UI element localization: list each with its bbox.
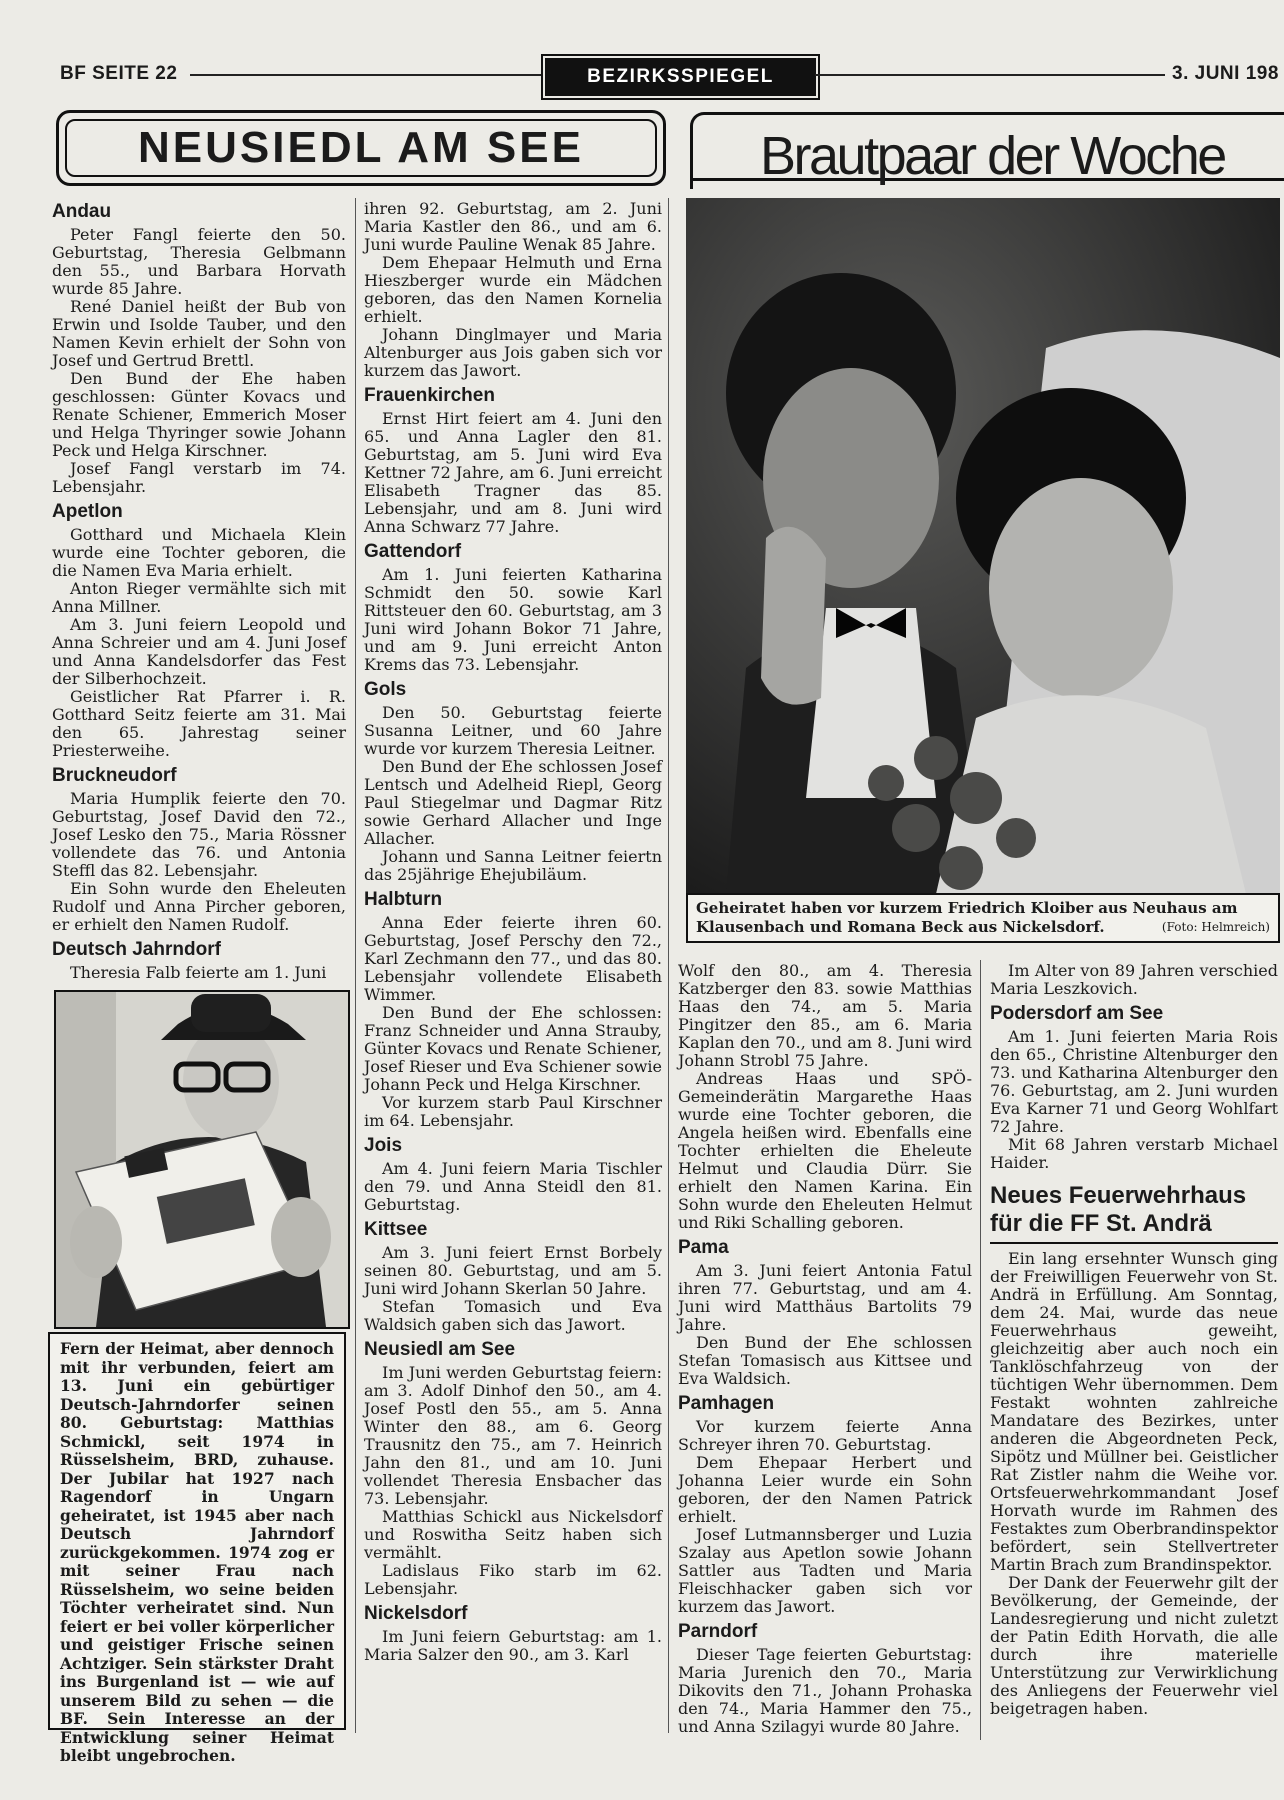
place-heading: Gols [364,679,407,700]
column-divider [668,198,669,1733]
column-2 [364,200,662,1664]
photo-caption-small: Fern der Heimat, aber dennoch mit ihr verbunden, feiert am 13. Juni ein gebürtiger Deutsch-Jahrndorfer seinen 80. Geburtstag: Matthias Schmickl, seit 1974 in Rüsselsheim, BRD, zuhause. Der Jubilar hat 1927 nach Ragendorf in Ungarn geheiratet, ist 1945 aber nach Deutsch Jahrndorf zurückgekommen. 1974 zog er mit seiner Frau nach Rüsselsheim, wo seine beiden Töchter verheiratet sind. Nun feiert er bei voller körperlicher und geistiger Frische seinen Achtziger. Sein stärkster Draht ins Burgenland ist — wie auf unserem Bild zu sehen — die BF. Sein Interesse an der Entwicklung seiner Heimat bleibt ungebrochen. [48,1332,346,1730]
photo-caption-main [686,893,1280,943]
article-paragraph: Geistlicher Rat Pfarrer i. R. Gotthard Seitz feierte am 31. Mai den 65. Jahrestag seiner Priesterweihe. [52,687,346,760]
article-paragraph: Johann Dinglmayer und Maria Altenburger aus Jois gaben sich vor kurzem das Jawort. [364,325,662,380]
bride-couple-title: Brautpaar der Woche [760,126,1225,186]
place-heading: Frauenkirchen [364,385,495,406]
article-paragraph: Ein lang ersehnter Wunsch ging der Freiwilligen Feuerwehr von St. Andrä in Erfüllung. Am Sonntag, dem 24. Mai, wurde das neue Feuerwehrhaus geweiht, gleichzeitig aber auch noch ein Tanklöschfahrzeug von der tüchtigen Wehr übernommen. Dem Festakt wohnten zahlreiche Mandatare des Bezirkes, unter anderen die Abgeordneten Peck, Sipötz und Müllner bei. Geistlicher Rat Zistler nahm die Weihe vor. Ortsfeuerwehrkommandant Josef Horvath wurde im Rahmen des Festaktes zum Oberbrandinspektor befördert, sein Stellvertreter Martin Brach zum Brandinspektor. [990,1249,1278,1574]
article-paragraph: Am 1. Juni feierten Maria Rois den 65., Christine Altenburger den 73. und Katharina Altenburger den 76. Geburtstag, am 2. Juni wurden Eva Karner 71 und Georg Wohlfart 72 Jahre. [990,1027,1278,1136]
article-paragraph: Theresia Falb feierte am 1. Juni [70,963,327,982]
photo-caption-main-text: Geheiratet haben vor kurzem Friedrich Kloiber aus Neuhaus am Klausenbach und Romana Beck aus Nickelsdorf. [696,899,1238,936]
column-3 [678,962,972,1736]
article-paragraph: Dem Ehepaar Herbert und Johanna Leier wurde ein Sohn geboren, der den Namen Patrick erhielt. [678,1453,972,1526]
article-paragraph: Matthias Schickl aus Nickelsdorf und Roswitha Seitz haben sich vermählt. [364,1507,662,1562]
place-heading: Kittsee [364,1219,428,1240]
place-heading: Apetlon [52,501,123,522]
article-paragraph: Josef Lutmannsberger und Luzia Szalay aus Apetlon sowie Johann Sattler aus Tadten und Maria Fleischhacker gaben sich vor kurzem das Jawort. [678,1525,972,1616]
place-heading: Deutsch Jahrndorf [52,939,221,960]
article-paragraph: ihren 92. Geburtstag, am 2. Juni Maria Kastler den 86., und am 6. Juni wurde Pauline Wenak 85 Jahre. [364,199,662,254]
article-paragraph: Ladislaus Fiko starb im 62. Lebensjahr. [364,1561,662,1598]
article-paragraph: Vor kurzem starb Paul Kirschner im 64. Lebensjahr. [364,1093,662,1130]
header-rule-left [190,74,542,76]
place-heading: Parndorf [678,1621,758,1642]
place-heading: Jois [364,1135,403,1156]
article-paragraph: Den Bund der Ehe schlossen: Franz Schneider und Anna Strauby, Günter Kovacs und Renate Schiener, Josef Rieser und Eva Schiener sowie Johann Peck und Helga Kirschner. [364,1003,662,1094]
article-paragraph: Am 3. Juni feiern Leopold und Anna Schreier und am 4. Juni Josef und Anna Kandelsdorfer das Fest der Silberhochzeit. [52,615,346,688]
article-paragraph: Am 3. Juni feiert Ernst Borbely seinen 80. Geburtstag, und am 5. Juni wird Johann Skerlan 50 Jahre. [364,1243,662,1298]
place-heading: Gattendorf [364,541,462,562]
article-paragraph: Im Juni werden Geburtstag feiern: am 3. Adolf Dinhof den 50., am 4. Josef Postl den 55., am 5. Anna Winter den 88., am 6. Georg Trausnitz den 75., am 7. Heinrich Jahn den 81., und am 10. Juni vollendet Theresia Ensbacher das 73. Lebensjahr. [364,1363,662,1508]
place-heading: Podersdorf am See [990,1003,1164,1024]
article-paragraph: Den 50. Geburtstag feierte Susanna Leitner, und 60 Jahre wurde vor kurzem Theresia Leitner. [364,703,662,758]
place-heading: Andau [52,201,112,222]
place-heading: Neusiedl am See [364,1339,516,1360]
issue-date: 3. JUNI 198 [1172,63,1279,84]
article-paragraph: Andreas Haas und SPÖ-Gemeinderätin Margarethe Haas wurde eine Tochter geboren, die Angela heißen wird. Ebenfalls eine Tochter erhielten die Eheleute Helmut und Claudia Dürr. Sie erhielt den Namen Karina. Ein Sohn wurde den Eheleuten Helmut und Riki Schalling geboren. [678,1069,972,1232]
article-paragraph: Peter Fangl feierte den 50. Geburtstag, Theresia Gelbmann den 55., und Barbara Horvath wurde 85 Jahre. [52,225,346,298]
article-paragraph: Am 4. Juni feiern Maria Tischler den 79. und Anna Steidl den 81. Geburtstag. [364,1159,662,1214]
place-heading: Pamhagen [678,1393,775,1414]
column-1 [52,196,346,982]
article-paragraph: René Daniel heißt der Bub von Erwin und Isolde Tauber, und den Namen Kevin erhielt der Sohn von Josef und Gertrud Brettl. [52,297,346,370]
article-paragraph: Am 3. Juni feiert Antonia Fatul ihren 77. Geburtstag, und am 4. Juni wird Matthäus Bartolits 79 Jahre. [678,1261,972,1334]
article-paragraph: Den Bund der Ehe schlossen Josef Lentsch und Adelheid Riepl, Georg Paul Stiegelmar und Dagmar Ritz sowie Gerhard Allacher und Inge Allacher. [364,757,662,848]
article-paragraph: Dieser Tage feierten Geburtstag: Maria Jurenich den 70., Maria Dikovits den 71., Johann Prohaska den 74., Maria Hammer den 75., und Anna Szilagyi wurde 80 Jahre. [678,1645,972,1736]
article-paragraph: Dem Ehepaar Helmuth und Erna Hieszberger wurde ein Mädchen geboren, das den Namen Kornelia erhielt. [364,253,662,326]
article-paragraph: Mit 68 Jahren verstarb Michael Haider. [990,1135,1278,1172]
section-title [56,110,666,186]
article-paragraph: Im Juni feiern Geburtstag: am 1. Maria Salzer den 90., am 3. Karl [364,1627,662,1664]
article-paragraph: Ein Sohn wurde den Eheleuten Rudolf und Anna Pircher geboren, er erhielt den Namen Rudolf. [52,879,346,934]
article-paragraph: Den Bund der Ehe schlossen Stefan Tomasisch aus Kittsee und Eva Waldsich. [678,1333,972,1388]
place-heading: Pama [678,1237,729,1258]
article-paragraph: Anton Rieger vermählte sich mit Anna Millner. [52,579,346,616]
article-paragraph: Wolf den 80., am 4. Theresia Katzberger den 83. sowie Matthias Haas den 74., am 5. Maria Pingitzer den 85., am 6. Maria Kaplan den 70., und am 8. Juni wird Johann Strobl 75 Jahre. [678,961,972,1070]
article-paragraph: Der Dank der Feuerwehr gilt der Bevölkerung, der Gemeinde, der Landesregierung und nicht zuletzt der Patin Edith Horvath, die alle durch ihre materielle Unterstützung zur Verwirklichung des Anliegens der Feuerwehr viel beigetragen haben. [990,1573,1278,1718]
column-divider [980,960,981,1740]
article-paragraph: Im Alter von 89 Jahren verschied Maria Leszkovich. [990,961,1278,998]
article-paragraph: Maria Humplik feierte den 70. Geburtstag, Josef David den 72., Josef Lesko den 75., Maria Rössner vollendete das 76. und Antonia Steffl das 82. Lebensjahr. [52,789,346,880]
article-paragraph: Am 1. Juni feierten Katharina Schmidt den 50. sowie Karl Rittsteuer den 60. Geburtstag, am 3 Juni wird Johann Bokor 71 Jahre, und am 9. Juni erreicht Anton Krems das 73. Lebensjahr. [364,565,662,674]
article-paragraph: Den Bund der Ehe haben geschlossen: Günter Kovacs und Renate Schiener, Emmerich Moser und Helga Thyringer sowie Johann Peck und Helga Kirschner. [52,369,346,460]
article-paragraph: Josef Fangl verstarb im 74. Lebensjahr. [52,459,346,496]
photo-credit: (Foto: Helmreich) [1161,920,1270,934]
column-4 [990,962,1278,1718]
article-paragraph: Johann und Sanna Leitner feiertn das 25jährige Ehejubiläum. [364,847,662,884]
section-badge: BEZIRKSSPIEGEL [545,58,816,96]
article-paragraph: Stefan Tomasich und Eva Waldsich gaben sich das Jawort. [364,1297,662,1334]
man-reading-newspaper-photo [54,990,350,1329]
man-reading-newspaper-icon [56,992,348,1327]
header-rule-right [815,74,1165,76]
place-heading: Bruckneudorf [52,765,177,786]
column-divider [355,198,356,1733]
page-number: BF SEITE 22 [60,63,178,84]
article-headline: Neues Feuerwehrhaus für die FF St. Andrä [990,1182,1278,1244]
article-paragraph: Ernst Hirt feiert am 4. Juni den 65. und Anna Lagler den 81. Geburtstag, am 5. Juni wird Eva Kettner 72 Jahre, am 6. Juni erreicht Elisabeth Tragner das 85. Lebensjahr, und am 8. Juni wird Anna Schwarz 77 Jahre. [364,409,662,536]
wedding-couple-photo-icon [686,198,1280,894]
section-title-text: NEUSIEDL AM SEE [138,123,584,172]
article-paragraph: Vor kurzem feierte Anna Schreyer ihren 70. Geburtstag. [678,1417,972,1454]
article-paragraph: Anna Eder feierte ihren 60. Geburtstag, Josef Perschy den 72., Karl Zechmann den 77., und das 80. Lebensjahr vollendete Elisabeth Wimmer. [364,913,662,1004]
place-heading: Halbturn [364,889,443,910]
article-paragraph: Gotthard und Michaela Klein wurde eine Tochter geboren, die die Namen Eva Maria erhielt. [52,525,346,580]
wedding-couple-photo [686,198,1280,894]
place-heading: Nickelsdorf [364,1603,468,1624]
